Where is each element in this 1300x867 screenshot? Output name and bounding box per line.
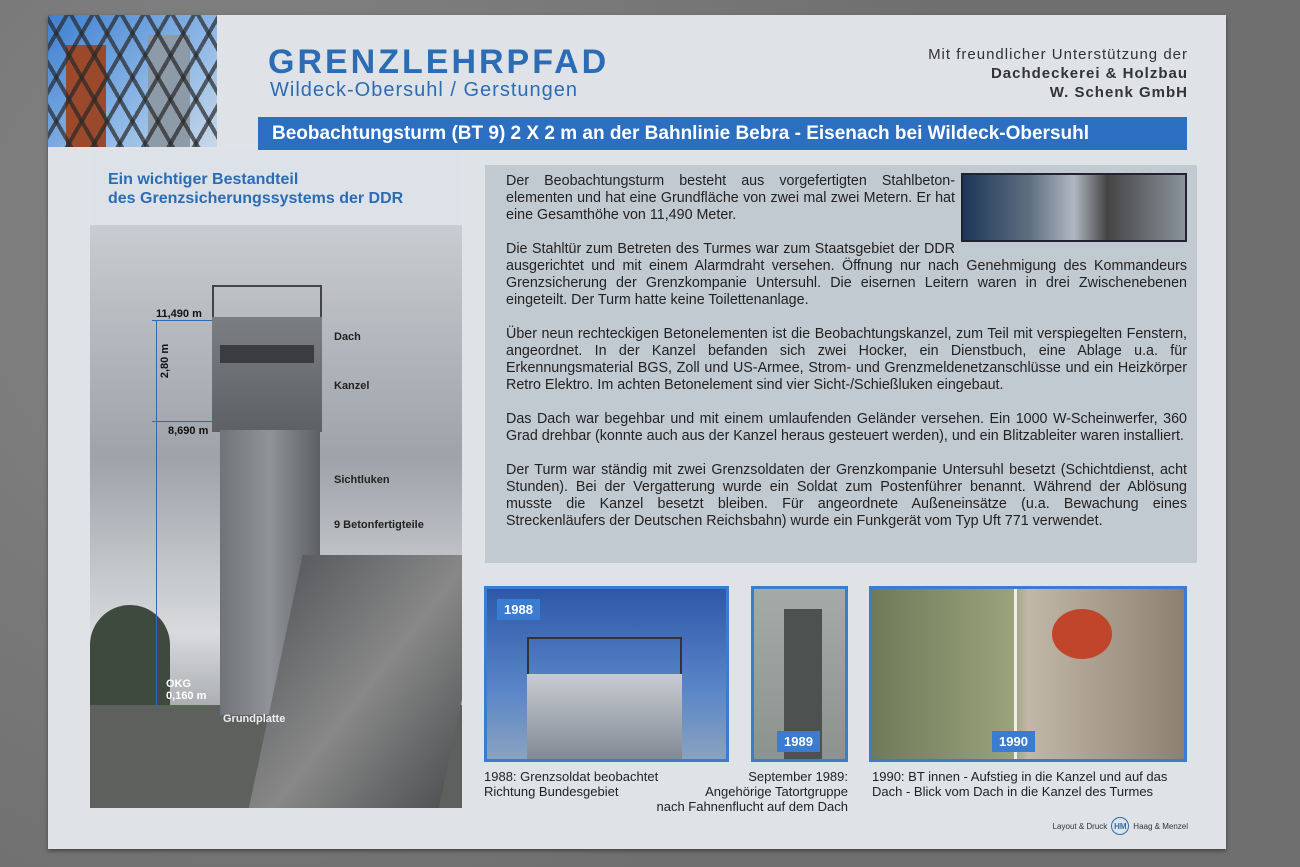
sponsor-line: Mit freundlicher Unterstützung der — [928, 46, 1188, 63]
label-dach: Dach — [334, 331, 361, 343]
credit-company: Haag & Menzel — [1133, 821, 1188, 831]
heading-line: des Grenzsicherungssystems der DDR — [108, 190, 404, 207]
paragraph: Der Turm war ständig mit zwei Grenzsoldaten der Grenzkompanie Untersuhl besetzt (Schichtdienst, acht Stunden). Bei der Vergatterung wurde ein Soldat zum Postenführer benannt. Während der Ablösung musste die Kanzel besetzt bleiben. Für angeordnete Außeneinsätze (u.a. Bewachung eines Streckenläufers der Deutschen Reichsbahn) wurde ein Funkgerät vom Typ Uft 771 verwendet. — [506, 462, 1187, 529]
label-betonfertigteile: 9 Betonfertigteile — [334, 519, 424, 531]
sponsor-text — [928, 45, 1188, 102]
paragraph: Über neun rechteckigen Betonelementen ist die Beobachtungskanzel, zum Teil mit verspiegelten Fenstern, angeordnet. In der Kanzel befanden sich zwei Hocker, ein Dienstbuch, eine Ablage u.a. für Erkennungsmaterial BGS, Zoll und US-Armee, Strom- und Grenzmeldenetzanschlüsse und ein Heizkörper Retro Elektro. Im achten Betonelement sind vier Sicht-/Schießluken eingebaut. — [506, 326, 1187, 393]
header-photo — [48, 15, 217, 147]
sign-title: GRENZLEHRPFAD — [268, 43, 610, 81]
year-badge: 1989 — [777, 731, 820, 752]
label-sichtluken: Sichtluken — [334, 474, 390, 486]
description-text — [485, 165, 1197, 563]
kanzel-window-photo — [961, 173, 1187, 242]
paragraph: Die Stahltür zum Betreten des Turmes war zum Staatsgebiet der DDR ausgerichtet und mit einem Alarmdraht versehen. Öffnung nur nach Genehmigung des Kommandeurs Grenzsicherung der Grenzkompanie Untersuhl. Die eisernen Leitern waren in drei Zwischenebenen eingeteilt. Der Turm hatte keine Toilettenanlage. — [506, 241, 1187, 308]
haag-menzel-logo-icon: HM — [1111, 817, 1129, 835]
caption-1990: 1990: BT innen - Aufstieg in die Kanzel und auf das Dach - Blick vom Dach in die Kanzel des Turmes — [872, 769, 1168, 799]
sponsor-line: Dachdeckerei & Holzbau — [990, 65, 1188, 82]
measure-base: 0,160 m — [166, 690, 207, 702]
label-kanzel: Kanzel — [334, 380, 370, 392]
sign-subtitle: Wildeck-Obersuhl / Gerstungen — [270, 79, 579, 101]
measure-span: 2,80 m — [159, 343, 172, 379]
caption-1989: September 1989: Angehörige Tatortgruppe nach Fahnenflucht auf dem Dach — [656, 769, 848, 814]
measure-okg: OKG — [166, 678, 192, 690]
paragraph: Das Dach war begehbar und mit einem umlaufenden Geländer versehen. Ein 1000 W-Scheinwerfer, 360 Grad drehbar (konnte auch aus der Kanzel heraus gesteuert werden), und ein Blitzableiter waren installiert. — [506, 411, 1187, 444]
measure-top: 11,490 m — [156, 308, 202, 320]
measure-mid: 8,690 m — [168, 425, 209, 437]
tower-photo — [90, 225, 462, 808]
banner-heading: Beobachtungsturm (BT 9) 2 X 2 m an der Bahnlinie Bebra - Eisenach bei Wildeck-Obersuhl — [258, 117, 1187, 150]
left-heading — [108, 170, 403, 208]
info-sign — [48, 15, 1226, 849]
photo-1988 — [484, 586, 729, 762]
year-badge: 1990 — [992, 731, 1035, 752]
photo-1989 — [751, 586, 848, 762]
credit-label: Layout & Druck — [1052, 821, 1108, 831]
photo-1990 — [869, 586, 1187, 762]
year-badge: 1988 — [497, 599, 540, 620]
heading-line: Ein wichtiger Bestandteil — [108, 171, 299, 188]
tower-diagram-panel — [90, 150, 462, 808]
paragraph: Der Beobachtungsturm besteht aus vorgefertigten Stahlbeton-elementen und hat eine Grundfläche von zwei mal zwei Metern. Er hat eine Gesamthöhe von 11,490 Meter. — [506, 173, 955, 223]
credit — [1053, 817, 1188, 835]
label-grundplatte: Grundplatte — [223, 713, 286, 725]
caption-1988: 1988: Grenzsoldat beobachtet Richtung Bundesgebiet — [484, 769, 659, 799]
sponsor-line: W. Schenk GmbH — [1049, 84, 1188, 101]
